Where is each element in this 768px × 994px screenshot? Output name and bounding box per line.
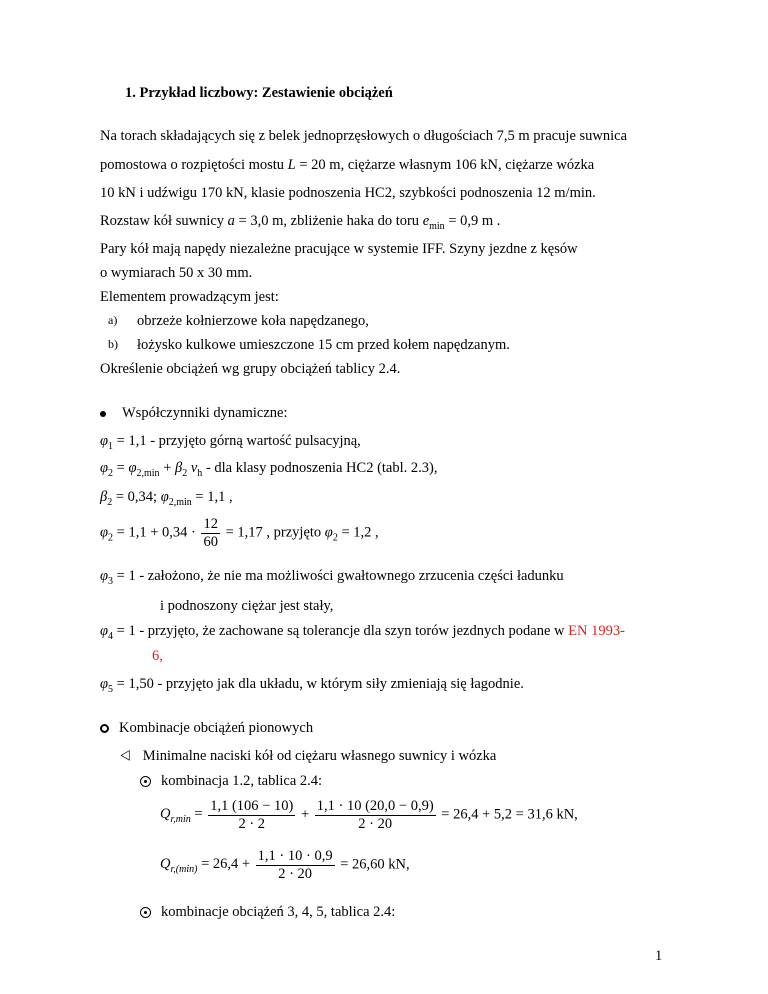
fraction-12-60: $\frac{12}{60}$ — [203, 516, 218, 550]
q-rmin-paren-formula: $Q_{r,(min)} = 26,4$ + $\frac{1,1 \cdot 10 \cdot 0,9}{2 \cdot 20}$ = 26,60 kN, — [160, 848, 410, 882]
target-bullet-icon — [140, 907, 151, 918]
komb-k2: kombinacje obciążeń 3, 4, 5, tablica 2.4: — [140, 904, 395, 921]
dyn-title: Współczynniki dynamiczne: — [100, 405, 288, 422]
phi2-calc: $\varphi_2 = 1,1 + 0,34$ · $\frac{12}{60}$ = 1,17 , przyjęto $\varphi_2 = 1,2$ , — [100, 516, 379, 550]
en-1993-reference: EN 1993- — [568, 623, 625, 639]
intro-line-5: Pary kół mają napędy niezależne pracujące w systemie IFF. Szyny jezdne z kęsów — [100, 241, 578, 257]
phi3-line: $\varphi_3 = 1$ - założono, że nie ma możliwości gwałtownego zrzucenia części ładunku — [100, 568, 564, 587]
beta2-line: $\beta_2 = 0,34$; $\varphi_{2,min} = 1,1$ , — [100, 489, 233, 508]
phi1-line: $\varphi_1 = 1,1$ - przyjęto górną wartość pulsacyjną, — [100, 433, 361, 452]
fraction-1: $\frac{1,1 (106 - 10)}{2 \cdot 2}$ — [210, 798, 294, 832]
phi4-line: $\varphi_4 = 1$ - przyjęto, że zachowane są tolerancje dla szyn torów jezdnych podane w EN 1993- — [100, 623, 625, 642]
intro-line-4: Rozstaw kół suwnicy a = 3,0 m, zbliżenie haka do toru $e_{min} = 0,9$ m . — [100, 213, 501, 232]
groups-line: Określenie obciążeń wg grupy obciążeń tablicy 2.4. — [100, 361, 401, 377]
fraction-2: $\frac{1,1 \cdot 10 (20,0 - 0,9)}{2 \cdot 20}$ — [316, 798, 434, 832]
komb-k1: kombinacja 1.2, tablica 2.4: — [140, 773, 322, 790]
fraction-3: $\frac{1,1 \cdot 10 \cdot 0,9}{2 \cdot 20}$ — [257, 848, 333, 882]
q-rmin-formula: $Q_{r,min}$ = $\frac{1,1 (106 - 10)}{2 \cdot 2}$ + $\frac{1,1 \cdot 10 (20,0 - 0,9)}{2 \cdot 20}$ = 26,4 + 5,2 = 31,6 kN, — [160, 798, 578, 832]
phi3-continuation: i podnoszony ciężar jest stały, — [160, 598, 334, 614]
intro-line-7: Elementem prowadzącym jest: — [100, 289, 279, 305]
intro-line-2: pomostowa o rozpiętości mostu L = 20 m, ciężarze własnym 106 kN, ciężarze wózka — [100, 157, 595, 173]
section-heading: 1. Przykład liczbowy: Zestawienie obciążeń — [125, 85, 393, 101]
intro-line-1: Na torach składających się z belek jednoprzęsłowych o długościach 7,5 m pracuje suwnica — [100, 128, 628, 144]
en-1993-reference-cont: 6, — [152, 648, 163, 664]
bullet-ring-icon — [100, 724, 109, 733]
phi2-formula: $\varphi_2 = \varphi_{2,min} + \beta_2$ $v_h$ - dla klasy podnoszenia HC2 (tabl. 2.3), — [100, 460, 438, 479]
list-item-a: obrzeże kołnierzowe koła napędzanego, — [137, 313, 369, 329]
intro-line-3: 10 kN i udźwigu 170 kN, klasie podnoszenia HC2, szybkości podnoszenia 12 m/min. — [100, 185, 596, 201]
komb-title: Kombinacje obciążeń pionowych — [100, 720, 313, 737]
arrow-bullet-icon: ⨞ — [120, 748, 131, 763]
phi5-line: $\varphi_5 = 1,50$ - przyjęto jak dla układu, w którym siły zmieniają się łagodnie. — [100, 676, 524, 695]
page-number: 1 — [655, 948, 663, 964]
bullet-dot-icon — [100, 411, 106, 417]
list-item-b: łożysko kulkowe umieszczone 15 cm przed kołem napędzanym. — [137, 337, 510, 353]
list-marker-b: b) — [108, 337, 118, 351]
target-bullet-icon — [140, 776, 151, 787]
list-marker-a: a) — [108, 313, 118, 327]
komb-sub1: ⨞ Minimalne naciski kół od ciężaru własnego suwnicy i wózka — [120, 748, 497, 764]
intro-line-6: o wymiarach 50 x 30 mm. — [100, 265, 253, 281]
